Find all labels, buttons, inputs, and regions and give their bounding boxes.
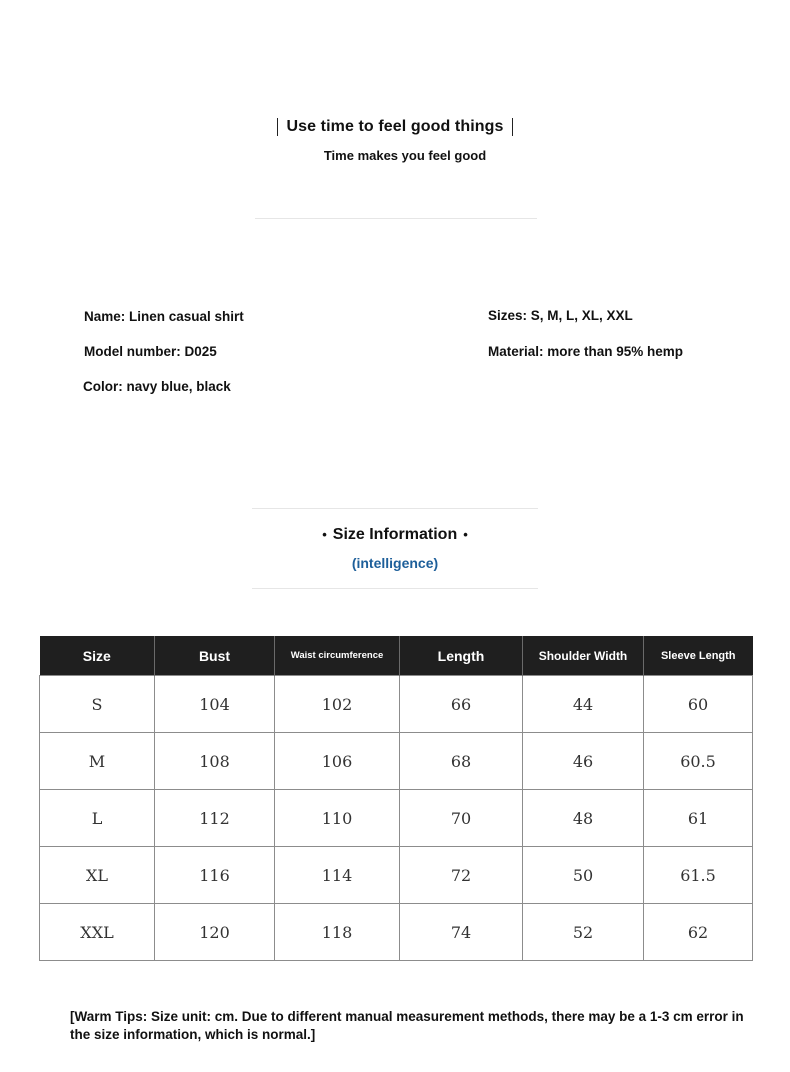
left-divider-bar xyxy=(277,118,278,136)
spec-color: Color: navy blue, black xyxy=(83,379,231,394)
size-table xyxy=(39,636,753,961)
size-info-top-rule xyxy=(252,508,538,509)
table-cell: 74 xyxy=(400,904,523,961)
table-row xyxy=(40,904,753,961)
table-cell: XXL xyxy=(40,904,155,961)
table-cell: S xyxy=(40,676,155,733)
header-rule xyxy=(255,218,537,219)
table-cell: 116 xyxy=(155,847,275,904)
table-cell: 106 xyxy=(275,733,400,790)
right-divider-bar xyxy=(512,118,513,136)
table-cell: 61 xyxy=(644,790,753,847)
table-cell: 102 xyxy=(275,676,400,733)
header-sleeve: Sleeve Length xyxy=(644,636,753,676)
header-size: Size xyxy=(40,636,155,676)
header-block xyxy=(0,118,790,163)
spec-sizes: Sizes: S, M, L, XL, XXL xyxy=(488,308,633,323)
table-cell: 68 xyxy=(400,733,523,790)
table-cell: XL xyxy=(40,847,155,904)
table-cell: 108 xyxy=(155,733,275,790)
table-cell: 60 xyxy=(644,676,753,733)
size-info-title xyxy=(0,526,790,544)
table-cell: 66 xyxy=(400,676,523,733)
table-cell: 48 xyxy=(523,790,644,847)
table-cell: 72 xyxy=(400,847,523,904)
subslogan: Time makes you feel good xyxy=(323,148,487,163)
table-cell: M xyxy=(40,733,155,790)
table-cell: 60.5 xyxy=(644,733,753,790)
size-info-subtitle: (intelligence) xyxy=(351,555,439,571)
table-cell: 112 xyxy=(155,790,275,847)
table-row xyxy=(40,790,753,847)
table-cell: 62 xyxy=(644,904,753,961)
table-cell: 118 xyxy=(275,904,400,961)
header-shoulder: Shoulder Width xyxy=(523,636,644,676)
table-cell: 114 xyxy=(275,847,400,904)
spec-name: Name: Linen casual shirt xyxy=(84,309,244,324)
size-info-bottom-rule xyxy=(252,588,538,589)
table-cell: 61.5 xyxy=(644,847,753,904)
size-info-title-text: Size Information xyxy=(332,526,458,543)
bullet-dot-left: • xyxy=(322,527,327,542)
spec-material: Material: more than 95% hemp xyxy=(488,344,684,359)
table-row xyxy=(40,676,753,733)
table-row xyxy=(40,733,753,790)
header-bust: Bust xyxy=(155,636,275,676)
table-cell: 44 xyxy=(523,676,644,733)
table-cell: L xyxy=(40,790,155,847)
table-row xyxy=(40,847,753,904)
table-cell: 120 xyxy=(155,904,275,961)
table-cell: 110 xyxy=(275,790,400,847)
header-length: Length xyxy=(400,636,523,676)
table-cell: 46 xyxy=(523,733,644,790)
table-cell: 50 xyxy=(523,847,644,904)
header-waist: Waist circumference xyxy=(275,636,400,676)
table-cell: 104 xyxy=(155,676,275,733)
warm-tips: [Warm Tips: Size unit: cm. Due to different manual measurement methods, there may be a 1-3 cm error in the size information, which is normal.] xyxy=(70,1009,744,1042)
bullet-dot-right: • xyxy=(463,527,468,542)
spec-model: Model number: D025 xyxy=(84,344,217,359)
table-cell: 52 xyxy=(523,904,644,961)
slogan xyxy=(269,118,520,136)
size-table-header-row xyxy=(40,636,753,676)
table-cell: 70 xyxy=(400,790,523,847)
slogan-text: Use time to feel good things xyxy=(286,118,504,135)
